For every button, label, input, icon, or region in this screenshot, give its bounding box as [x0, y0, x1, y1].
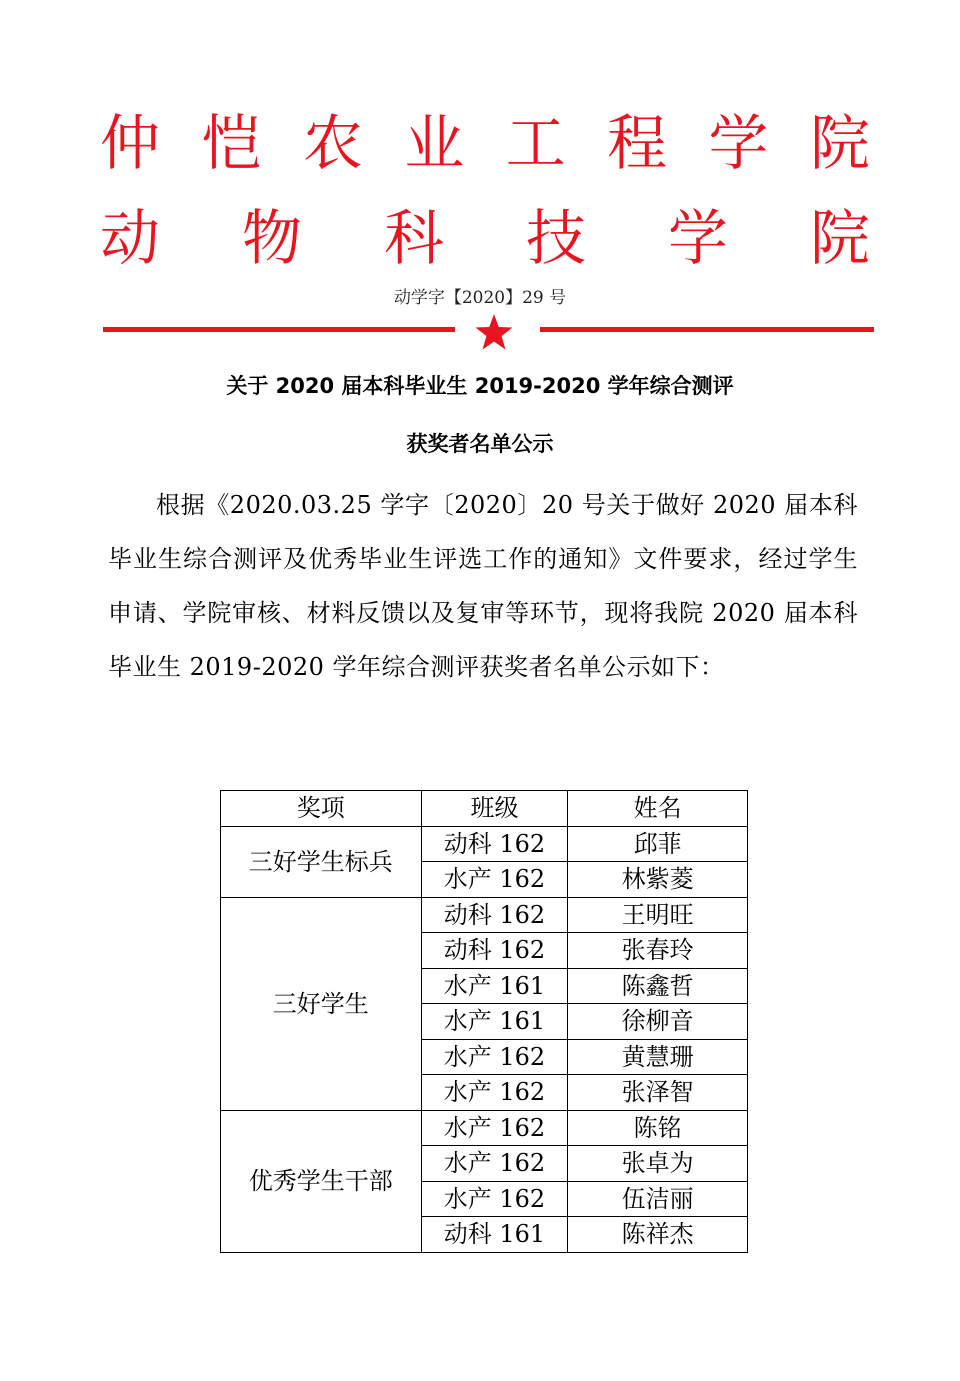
table-row: [221, 1110, 748, 1146]
class-cell: 水产 162: [421, 1075, 568, 1111]
org-char: 农: [302, 109, 363, 179]
document-number: 动学字【2020】29 号: [393, 288, 567, 308]
class-cell: 水产 162: [421, 1110, 568, 1146]
class-cell: 水产 162: [421, 862, 568, 898]
name-cell: 张卓为: [568, 1146, 748, 1182]
org-char: 技: [526, 204, 586, 274]
org-name-line1: [100, 109, 870, 179]
org-char: 学: [668, 204, 728, 274]
header-class: 班级: [421, 791, 568, 827]
org-char: 物: [242, 204, 302, 274]
name-cell: 林紫菱: [568, 862, 748, 898]
award-cell: 三好学生标兵: [221, 826, 422, 897]
name-cell: 徐柳音: [568, 1004, 748, 1040]
name-cell: 陈铭: [568, 1110, 748, 1146]
class-cell: 动科 162: [421, 897, 568, 933]
class-cell: 动科 161: [421, 1217, 568, 1253]
notice-title-line2: 获奖者名单公示: [406, 432, 554, 456]
org-name-line2: [100, 204, 870, 274]
name-cell: 陈鑫哲: [568, 968, 748, 1004]
name-cell: 黄慧珊: [568, 1039, 748, 1075]
name-cell: 王明旺: [568, 897, 748, 933]
table-row: [221, 897, 748, 933]
award-cell: 三好学生: [221, 897, 422, 1110]
name-cell: 张泽智: [568, 1075, 748, 1111]
class-cell: 水产 161: [421, 968, 568, 1004]
class-cell: 水产 161: [421, 1004, 568, 1040]
name-cell: 张春玲: [568, 933, 748, 969]
header-award: 奖项: [221, 791, 422, 827]
body-paragraph: 根据《2020.03.25 学字〔2020〕20 号关于做好 2020 届本科毕业生综合测评及优秀毕业生评选工作的通知》文件要求，经过学生申请、学院审核、材料反馈以及复审等环节，现将我院 2020 届本科毕业生 2019-2020 学年综合测评获奖者名单公示如下：: [108, 491, 858, 681]
table-row: [221, 826, 748, 862]
header-divider-right: [540, 327, 874, 332]
table-header-row: [221, 791, 748, 827]
awards-table: [220, 790, 748, 1253]
org-char: 动: [100, 204, 160, 274]
header-divider-left: [103, 327, 455, 332]
award-cell: 优秀学生干部: [221, 1110, 422, 1252]
class-cell: 水产 162: [421, 1146, 568, 1182]
org-char: 恺: [201, 109, 262, 179]
star-icon: [474, 312, 514, 352]
header-name: 姓名: [568, 791, 748, 827]
class-cell: 动科 162: [421, 826, 568, 862]
org-char: 仲: [100, 109, 160, 179]
org-char: 业: [404, 109, 465, 179]
org-char: 学: [708, 109, 769, 179]
org-char: 工: [505, 109, 566, 179]
class-cell: 动科 162: [421, 933, 568, 969]
org-char: 院: [809, 109, 870, 179]
notice-title-line1: 关于 2020 届本科毕业生 2019-2020 学年综合测评: [226, 374, 734, 398]
org-char: 科: [384, 204, 444, 274]
org-char: 程: [607, 109, 668, 179]
class-cell: 水产 162: [421, 1039, 568, 1075]
notice-body: [108, 478, 858, 694]
name-cell: 邱菲: [568, 826, 748, 862]
class-cell: 水产 162: [421, 1181, 568, 1217]
name-cell: 伍洁丽: [568, 1181, 748, 1217]
org-char: 院: [810, 204, 870, 274]
name-cell: 陈祥杰: [568, 1217, 748, 1253]
